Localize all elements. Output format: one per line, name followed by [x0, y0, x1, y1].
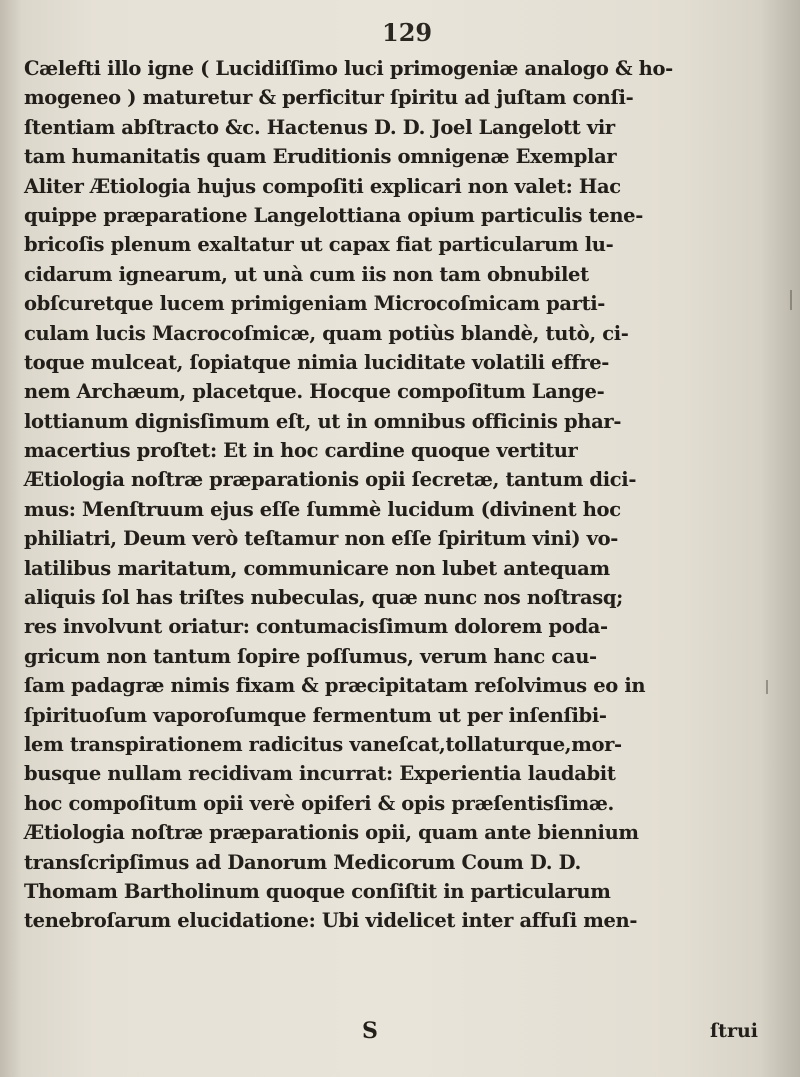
text-line: lem transpirationem radicitus vaneſcat,tollaturque,mor- — [24, 732, 622, 756]
text-line: cidarum ignearum, ut unà cum iis non tam obnubilet — [24, 262, 589, 286]
text-line: gricum non tantum ſopire poſſumus, verum hanc cau- — [24, 644, 597, 668]
text-line: Cælefti illo igne ( Lucidiſſimo luci primogeniæ analogo & ho- — [24, 57, 673, 80]
text-line: tenebroſarum elucidatione: Ubi videlicet inter affuſi men- — [24, 909, 638, 933]
text-line: res involvunt oriatur: contumacisſimum dolorem poda- — [24, 615, 608, 639]
margin-mark — [766, 680, 768, 694]
signature-mark: S — [362, 1018, 378, 1044]
text-line: hoc compoſitum opii verè opiferi & opis præſentisſimæ. — [24, 791, 614, 815]
text-line: mogeneo ) maturetur & perficitur ſpiritu ad juſtam conſi- — [24, 86, 634, 110]
text-line: ſam padagræ nimis fixam & præcipitatam reſolvimus eo in — [24, 674, 646, 698]
text-line: transſcripſimus ad Danorum Medicorum Coum D. D. — [24, 850, 581, 874]
text-line: Thomam Bartholinum quoque conſiſtit in particularum — [24, 879, 611, 903]
text-line: toque mulceat, ſopiatque nimia luciditate volatili effre- — [24, 350, 610, 374]
text-line: culam lucis Macrocoſmicæ, quam potiùs blandè, tutò, ci- — [24, 321, 629, 345]
text-line: mus: Menſtruum ejus eſſe ſummè lucidum (divinent hoc — [24, 497, 621, 521]
gutter-shadow — [0, 0, 22, 1077]
text-line: aliquis ſol has triſtes nubeculas, quæ nunc nos noſtrasq; — [24, 586, 624, 610]
text-line: ſpirituoſum vaporoſumque fermentum ut per inſenſibi- — [24, 703, 607, 727]
text-line: nem Archæum, placetque. Hocque compoſitum Lange- — [24, 380, 605, 404]
text-line: philiatri, Deum verò teſtamur non eſſe ſpiritum vini) vo- — [24, 527, 619, 551]
text-line: Aliter Ætiologia hujus compoſiti explicari non valet: Hac — [24, 174, 621, 198]
text-line: busque nullam recidivam incurrat: Experientia laudabit — [24, 762, 616, 786]
text-line: tam humanitatis quam Eruditionis omnigenæ Exemplar — [24, 145, 617, 169]
text-line: quippe præparatione Langelottiana opium particulis tene- — [24, 203, 643, 227]
text-line: Ætiologia noſtræ præparationis opii, quam ante biennium — [24, 821, 639, 845]
text-line: bricoſis plenum exaltatur ut capax fiat particularum lu- — [24, 233, 614, 257]
text-line: Ætiologia noſtræ præparationis opii ſecretæ, tantum dici- — [24, 468, 637, 492]
margin-mark — [790, 290, 792, 310]
body-text — [24, 54, 784, 936]
text-line: lottianum dignisſimum eſt, ut in omnibus officinis phar- — [24, 409, 622, 433]
text-line: obſcuretque lucem primigeniam Microcoſmicam parti- — [24, 292, 606, 316]
text-line: latilibus maritatum, communicare non lubet antequam — [24, 556, 610, 580]
text-line: ſtentiam abſtracto &c. Hactenus D. D. Joel Langelott vir — [24, 115, 615, 139]
catchword: ſtrui — [710, 1020, 758, 1042]
page-number: 129 — [382, 18, 433, 47]
text-line: macertius proſtet: Et in hoc cardine quoque vertitur — [24, 439, 578, 463]
